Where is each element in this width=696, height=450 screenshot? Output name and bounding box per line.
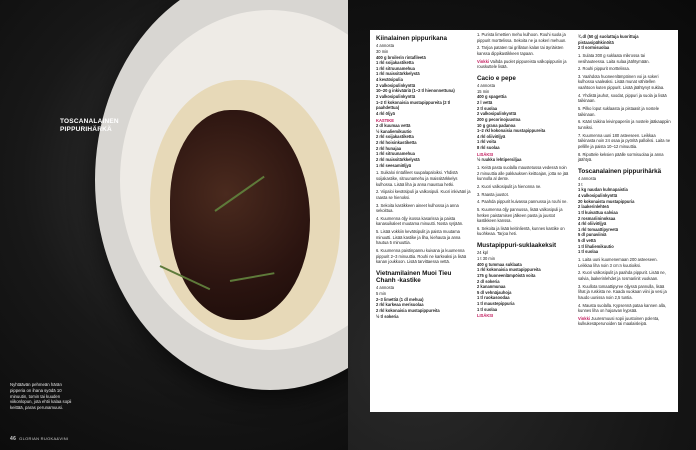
ingredient: 2 rkl hoisinkastiketta [376,140,417,146]
ingredient: 1 rkl sitruunamehua [376,151,415,157]
recipe-title: Mustapippuri-suklaakeksit [477,242,557,250]
ingredient: 5 dl vehnäjauhoja [477,289,512,295]
method-step: 5. Pilko loput suklaasta ja pistaasit ja nostele taikinaan. [578,106,660,117]
prep-time: 15 min [477,88,490,94]
method-step: 3. Kuullota tomaattipyree öljyssä pannulla, lisää lihat ja ruskista ne. Kaada vuokaan viini ja vesi ja haudo uunissa noin 2,5 tuntia. [578,283,667,300]
method-step: 4. Paahda pippurit kuivassa pannussa ja rouhi ne. [477,199,568,205]
method-step: 1. Purista limettien mehu kulhoon. Rouhi suola ja pippurit morttelissa. Sekoita ne ja sokeri mehuun. [477,32,567,43]
ingredient-list [578,187,672,255]
prep-time: 5 min [376,291,387,297]
prep-time: 3 t [578,181,583,187]
ingredient: 1 tl lihaliemikuutio [578,243,614,249]
photo-title-line: TOSCANALAINEN [60,118,119,125]
method-step: 2. Tarjoa pataten tai grillatun kalan tai äyriäisten kanssa dippikastikkeen tapaan. [477,45,564,56]
ingredient: 2 rkl kokonaisia mustapippureita [376,307,440,313]
prep-time: 1 t 30 min [477,255,495,261]
method-step: 1. Laita uuni kuumenemaan 200 asteeseen. Leikkaa liha noin 3 cm:n kuutioiksi. [578,257,658,268]
prep-time: 30 min [376,48,389,54]
ingredient: 1 rkl seesamiöljyä [376,162,412,168]
method-steps [578,257,672,314]
ingredient: ½ tl sokeria [376,313,399,319]
ingredient: 10 g grana padanoa [477,122,516,128]
ingredient: 4 rkl oliiviöljyä [477,133,506,139]
recipe-title: Kiinalainen pippurikana [376,35,448,42]
tip-text: Juuresmuusi sopii juustoinen polenta, kulkukesäperunoiden tai maalaisleipä. [578,315,660,327]
tip-label: Vinkki [578,315,590,321]
ingredient: 2 rkl karkeaa merisuolaa [376,302,424,308]
method-steps [578,53,672,163]
method-step: 6. Sekoita ja lisää keitinlientä, kunnes kastike on kuohkeaa. Tarjoa heti. [477,225,565,237]
recipe-title: Vietnamilainen Muoi Tieu Chanh -kastike [376,269,452,285]
servings: 4 annosta [376,285,394,291]
ingredient: 2 laakerinlehteä [578,204,609,210]
ingredient: 2 rkl maissitärkkelystä [376,157,420,163]
method-step: 8. Ripottele keksien päälle sormisuolaa ja anna jäähtyä. [578,151,664,163]
ingredient: 4 kevätsipulia [376,77,403,83]
ingredient-list [376,297,471,320]
ingredient: 2 tl suolaa [477,105,498,111]
ingredient: 8 rkl suolaa [477,145,500,151]
page-folio [10,436,68,442]
recipe-title: Toscanalainen pippurihärkä [578,167,662,175]
ingredient: 1 rkl maissitärkkelystä [376,71,420,77]
ingredient-list [376,55,471,117]
method-step: 2. Rouhi pippurit morttelissa. [578,66,630,72]
ingredient-list [376,123,471,168]
ingredient: 5 dl vettä [578,238,596,244]
method-step: 1. Suikaloi rintafileet suupalapaloiksi. Yhdistä soijakastike, sitruunamehu ja maissitärkkelys kulhossa. Lisää liha ja anna maustua hetki. [376,170,458,187]
ingredient: 1 tl suolaa [477,306,498,312]
method-step: 3. Sekoita kastikkeen aineet kulhossa ja anna sekoittua. [376,202,459,214]
ingredient: 4 rkl öljyä [376,110,395,116]
method-step: 4. Mausta suolalla. Kypsennä pataa kannen alla, kunnes liha on hajoavan kypsää. [578,302,667,314]
sub-heading: KASTIKE [376,117,394,123]
recipe-card [370,30,572,412]
ingredient: 175 g huoneenlämpöistä voita [477,272,536,278]
ingredient: 200 g pecorinojuustoa [477,116,521,122]
photo-title [60,118,180,134]
ingredient: 1 rkl kokonaisia mustapippureita [477,267,541,273]
method-step: 5. Kuumenna öljy pannussa, lisää valkosipuli ja hetken paistamisen jälkeen pasta ja juustot kastikkeen kanssa. [477,206,563,224]
ingredient: 2 l vettä [477,100,493,105]
photo-title-line: PIPPURIHÄRKÄ [60,125,112,133]
magazine-name: GLORIAN RUOKA&VINI [19,436,69,441]
ingredient: 5 dl punaviiniä [578,232,607,238]
ingredient: 2 rkl soijakastiketta [376,134,414,140]
ingredient: 400 g broilerin rintafileetä [376,54,426,60]
sub-heading: LISÄKSI [477,151,494,157]
ingredient: 2 tl sormisuolaa [578,45,610,51]
ingredient: 1 tl maustepippuria [477,301,515,307]
tip-label: Vinkki [477,58,489,64]
ingredient-list [477,94,569,150]
ingredient: 2 dl sokeria [477,278,500,284]
method-step: 4. Kuumenna öljy isossa kasarissa ja paista kanasuikaleet muutama minuutti. Nosta syrjään. [376,215,464,227]
tip-text: Vaihda puolet pippureista valkopippuriin ja rouskuttele lisää. [477,58,567,70]
method-step: 3. Raasta juustot. [477,191,509,197]
recipe-column [578,30,672,329]
ingredient: 1–2 tl kokonaisia mustapippureita (2 tl paahdettua) [376,99,451,111]
ingredient: 400 g spagettia [477,94,507,100]
ingredient: 2 dl kuumaa vettä [376,123,411,129]
tip [578,316,672,327]
method-step: 1. Sulata 300 g suklaata mikrossa tai vesihauteessa. Laita sulaa jäähtymään. [578,52,650,64]
recipe-column [477,30,569,319]
ingredient: 2–3 limettiä (1 dl mehua) [376,296,424,302]
ingredient: 400 g tummaa suklaata [477,261,522,267]
ingredient: ½ ruukku lehtipersiljaa [477,157,522,163]
ingredient: 2 rkl hunajaa [376,145,402,151]
ingredient: 1 rkl sitruunamehua [376,65,415,71]
ingredient-list [477,262,569,313]
servings: 4 annosta [376,43,394,49]
tip [477,59,569,70]
ingredient: 2 valkosipulinkynttä [477,111,517,117]
servings: 4 annosta [578,176,596,182]
method-step: 2. Viipaloi kevätsipuli ja valkosipuli. Kuori inkivääri ja raasta se hienoksi. [376,189,471,200]
method-step: 2. Kuori valkosipulit ja paahda pippurit. Lisää ne, salvia, laakerinlehdet ja rosmariinit vuokaan. [578,270,666,281]
recipe-card [572,30,678,412]
servings: 4 annosta [477,83,495,89]
ingredient: 10–20 g inkivääriä (1–2 tl hienonnettuna) [376,88,455,94]
method-step: 2. Kuori valkosipulit ja hienonna ne. [477,183,542,189]
method-step: 3. Vaahdota huoneenlämpöinen voi ja sokeri kulhossa vaaleaksi. Lisää munat vähitellen vaahtoon kuten pippurit. Lisää jäähtynyt suklaa. [578,73,665,91]
method-step: 6. Kääri taikina leivinpaperiin ja nostele jääkaappiin tunniksi. [578,119,671,130]
ingredient: 20 kokonaista mustapippuria [578,198,635,204]
ingredient: ¾ dl (50 g) suolattuja kuorittuja pistaasipähkinöitä [578,34,639,45]
ingredient: 1 rkl voita [477,139,497,145]
recipe-title: Cacio e pepe [477,74,516,82]
photo-caption: Nyhtäävän pehmeän härän pipperia on ihana syödä 10 minuutin, tomin tai kuuden viikonlopun, jota ehtii kalaa sopii keittää, paras perunamuusi. [10,382,72,411]
ingredient: 1 kg naudan kulmapaistia [578,187,628,193]
ingredient: 2 valkosipulinkynttä [376,94,416,99]
ingredient: 2 kananmunaa [477,284,506,290]
ingredient-list [578,34,672,51]
method-steps [477,32,569,57]
ingredient: 1 tl suolaa [578,249,599,255]
ingredient: 1–2 rkl kokonaisia mustapippureita [477,128,546,134]
method-step: 5. Lisää vokkiin kevätsipulit ja paista muutama minuutti. Lisää kastike ja liha, kiehauta ja anna hautua 5 minuuttia. [376,229,461,246]
method-step: 1. Keitä pasta suolalla maustetussa vedessä noin 2 minuuttia alle pakkauksen keittoajan, jotta se jää kunnolla al dente. [477,165,569,182]
ingredient: 1 tl kuivattua salviaa [578,209,618,215]
method-step: 7. Kuumenna uuni 180 asteeseen. Leikkaa taikinasta noin 24 osaa ja pyöritä palloiksi. Laita ne pellille ja paista 10–12 minuuttia. [578,132,671,149]
page-number: 46 [10,436,17,442]
servings: 24 kpl [477,250,488,256]
ingredient: ½ kanaliemikuutio [376,128,412,134]
ingredient: 1 tl ruokasoodaa [477,295,510,301]
ingredient: 4 valkosipulinkynttä [578,192,618,198]
sub-heading: LISÄKSI [477,313,494,319]
ingredient: 4 rkl oliiviöljyä [578,221,607,227]
recipe-column [376,30,471,319]
method-steps [477,165,569,237]
ingredient: 2 rosmariininoksaa [578,215,616,221]
method-step: 4. Yhdistä jauhot, soodat, pippuri ja suola ja lisää taikinaan. [578,92,667,104]
ingredient: 2 valkosipulinkynttä [376,82,416,88]
method-steps [376,170,471,265]
method-step: 6. Kuumenna paistinpannu kuivana ja kuumenna pippurit 2–3 minuuttia. Rouhi ne karkeaksi ja lisää kanan joukkoon. Lisää tarvittaessa vettä. [376,248,467,265]
ingredient: 1 rkl tomaattipyreetä [578,226,619,232]
ingredient: 1 rkl soijakastiketta [376,60,414,66]
